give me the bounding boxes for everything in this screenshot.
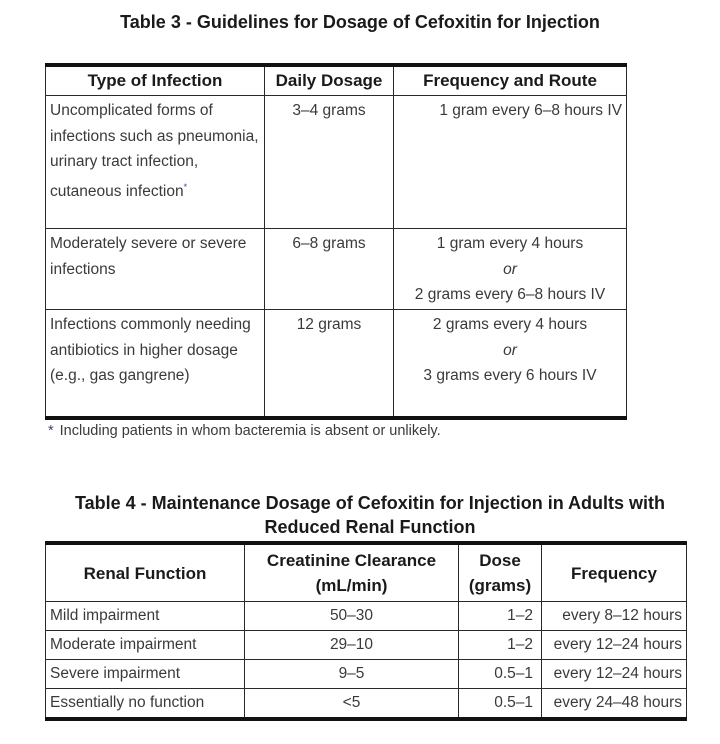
table3-title: Table 3 - Guidelines for Dosage of Cefoxitin for Injection [120, 12, 600, 32]
table-row [46, 660, 687, 689]
frequency-route-cell [394, 96, 627, 229]
header-creatinine-clearance [245, 543, 459, 602]
infection-type-cell [46, 96, 265, 229]
renal-function: Mild impairment [46, 602, 245, 631]
table-header-row [46, 65, 627, 96]
header-renal-function: Renal Function [46, 543, 245, 602]
table3-footnote [48, 423, 441, 439]
table-header-row [46, 543, 687, 602]
frequency: every 24–48 hours [542, 689, 687, 720]
table-row [46, 229, 627, 310]
daily-dosage: 6–8 grams [265, 229, 394, 310]
renal-function: Severe impairment [46, 660, 245, 689]
table4-title: Table 4 - Maintenance Dosage of Cefoxitin for Injection in Adults with Reduced Renal Function [74, 493, 666, 537]
frequency: every 8–12 hours [542, 602, 687, 631]
header-daily-dosage: Daily Dosage [265, 65, 394, 96]
infection-type: Moderately severe or severe infections [46, 229, 265, 310]
infection-type: Infections commonly needing antibiotics in higher dosage (e.g., gas gangrene) [46, 310, 265, 419]
renal-function: Essentially no function [46, 689, 245, 720]
frequency: every 12–24 hours [542, 660, 687, 689]
header-type-of-infection: Type of Infection [46, 65, 265, 96]
frequency-line: 2 grams every 4 hours [432, 316, 588, 333]
frequency-or: or [503, 260, 517, 278]
creatinine-clearance: <5 [245, 689, 459, 720]
header-line: (mL/min) [315, 576, 388, 595]
renal-function: Moderate impairment [46, 631, 245, 660]
table-row [46, 602, 687, 631]
dose: 1–2 [459, 602, 542, 631]
header-line: Creatinine Clearance [266, 551, 437, 570]
renal-dosage-table [45, 541, 687, 721]
frequency-line: 2 grams every 6–8 hours IV [414, 286, 606, 303]
footnote-text: Including patients in whom bacteremia is absent or unlikely. [59, 423, 441, 439]
header-line: (grams) [468, 576, 532, 595]
frequency-line: 1 gram every 4 hours [436, 235, 584, 252]
footnote-marker: * [183, 181, 188, 192]
frequency-line: 3 grams every 6 hours IV [423, 367, 597, 384]
header-line: Dose [479, 551, 521, 570]
creatinine-clearance: 50–30 [245, 602, 459, 631]
footnote-marker: * [48, 423, 54, 439]
daily-dosage: 12 grams [265, 310, 394, 419]
dose: 0.5–1 [459, 689, 542, 720]
creatinine-clearance: 9–5 [245, 660, 459, 689]
frequency-line: 1 gram every 6–8 hours IV [439, 102, 622, 119]
daily-dosage: 3–4 grams [265, 96, 394, 229]
frequency-route-cell [394, 310, 627, 419]
infection-type: Uncomplicated forms of infections such as pneumonia, urinary tract infection, cutaneous infection [50, 102, 259, 200]
header-dose [459, 543, 542, 602]
table-row [46, 689, 687, 720]
frequency-or: or [503, 341, 517, 359]
creatinine-clearance: 29–10 [245, 631, 459, 660]
dose: 1–2 [459, 631, 542, 660]
dose: 0.5–1 [459, 660, 542, 689]
table-row [46, 310, 627, 419]
table-row [46, 631, 687, 660]
frequency-route-cell [394, 229, 627, 310]
header-frequency: Frequency [542, 543, 687, 602]
table-row [46, 96, 627, 229]
dosage-guidelines-table [45, 63, 627, 420]
header-frequency-route: Frequency and Route [394, 65, 627, 96]
frequency: every 12–24 hours [542, 631, 687, 660]
